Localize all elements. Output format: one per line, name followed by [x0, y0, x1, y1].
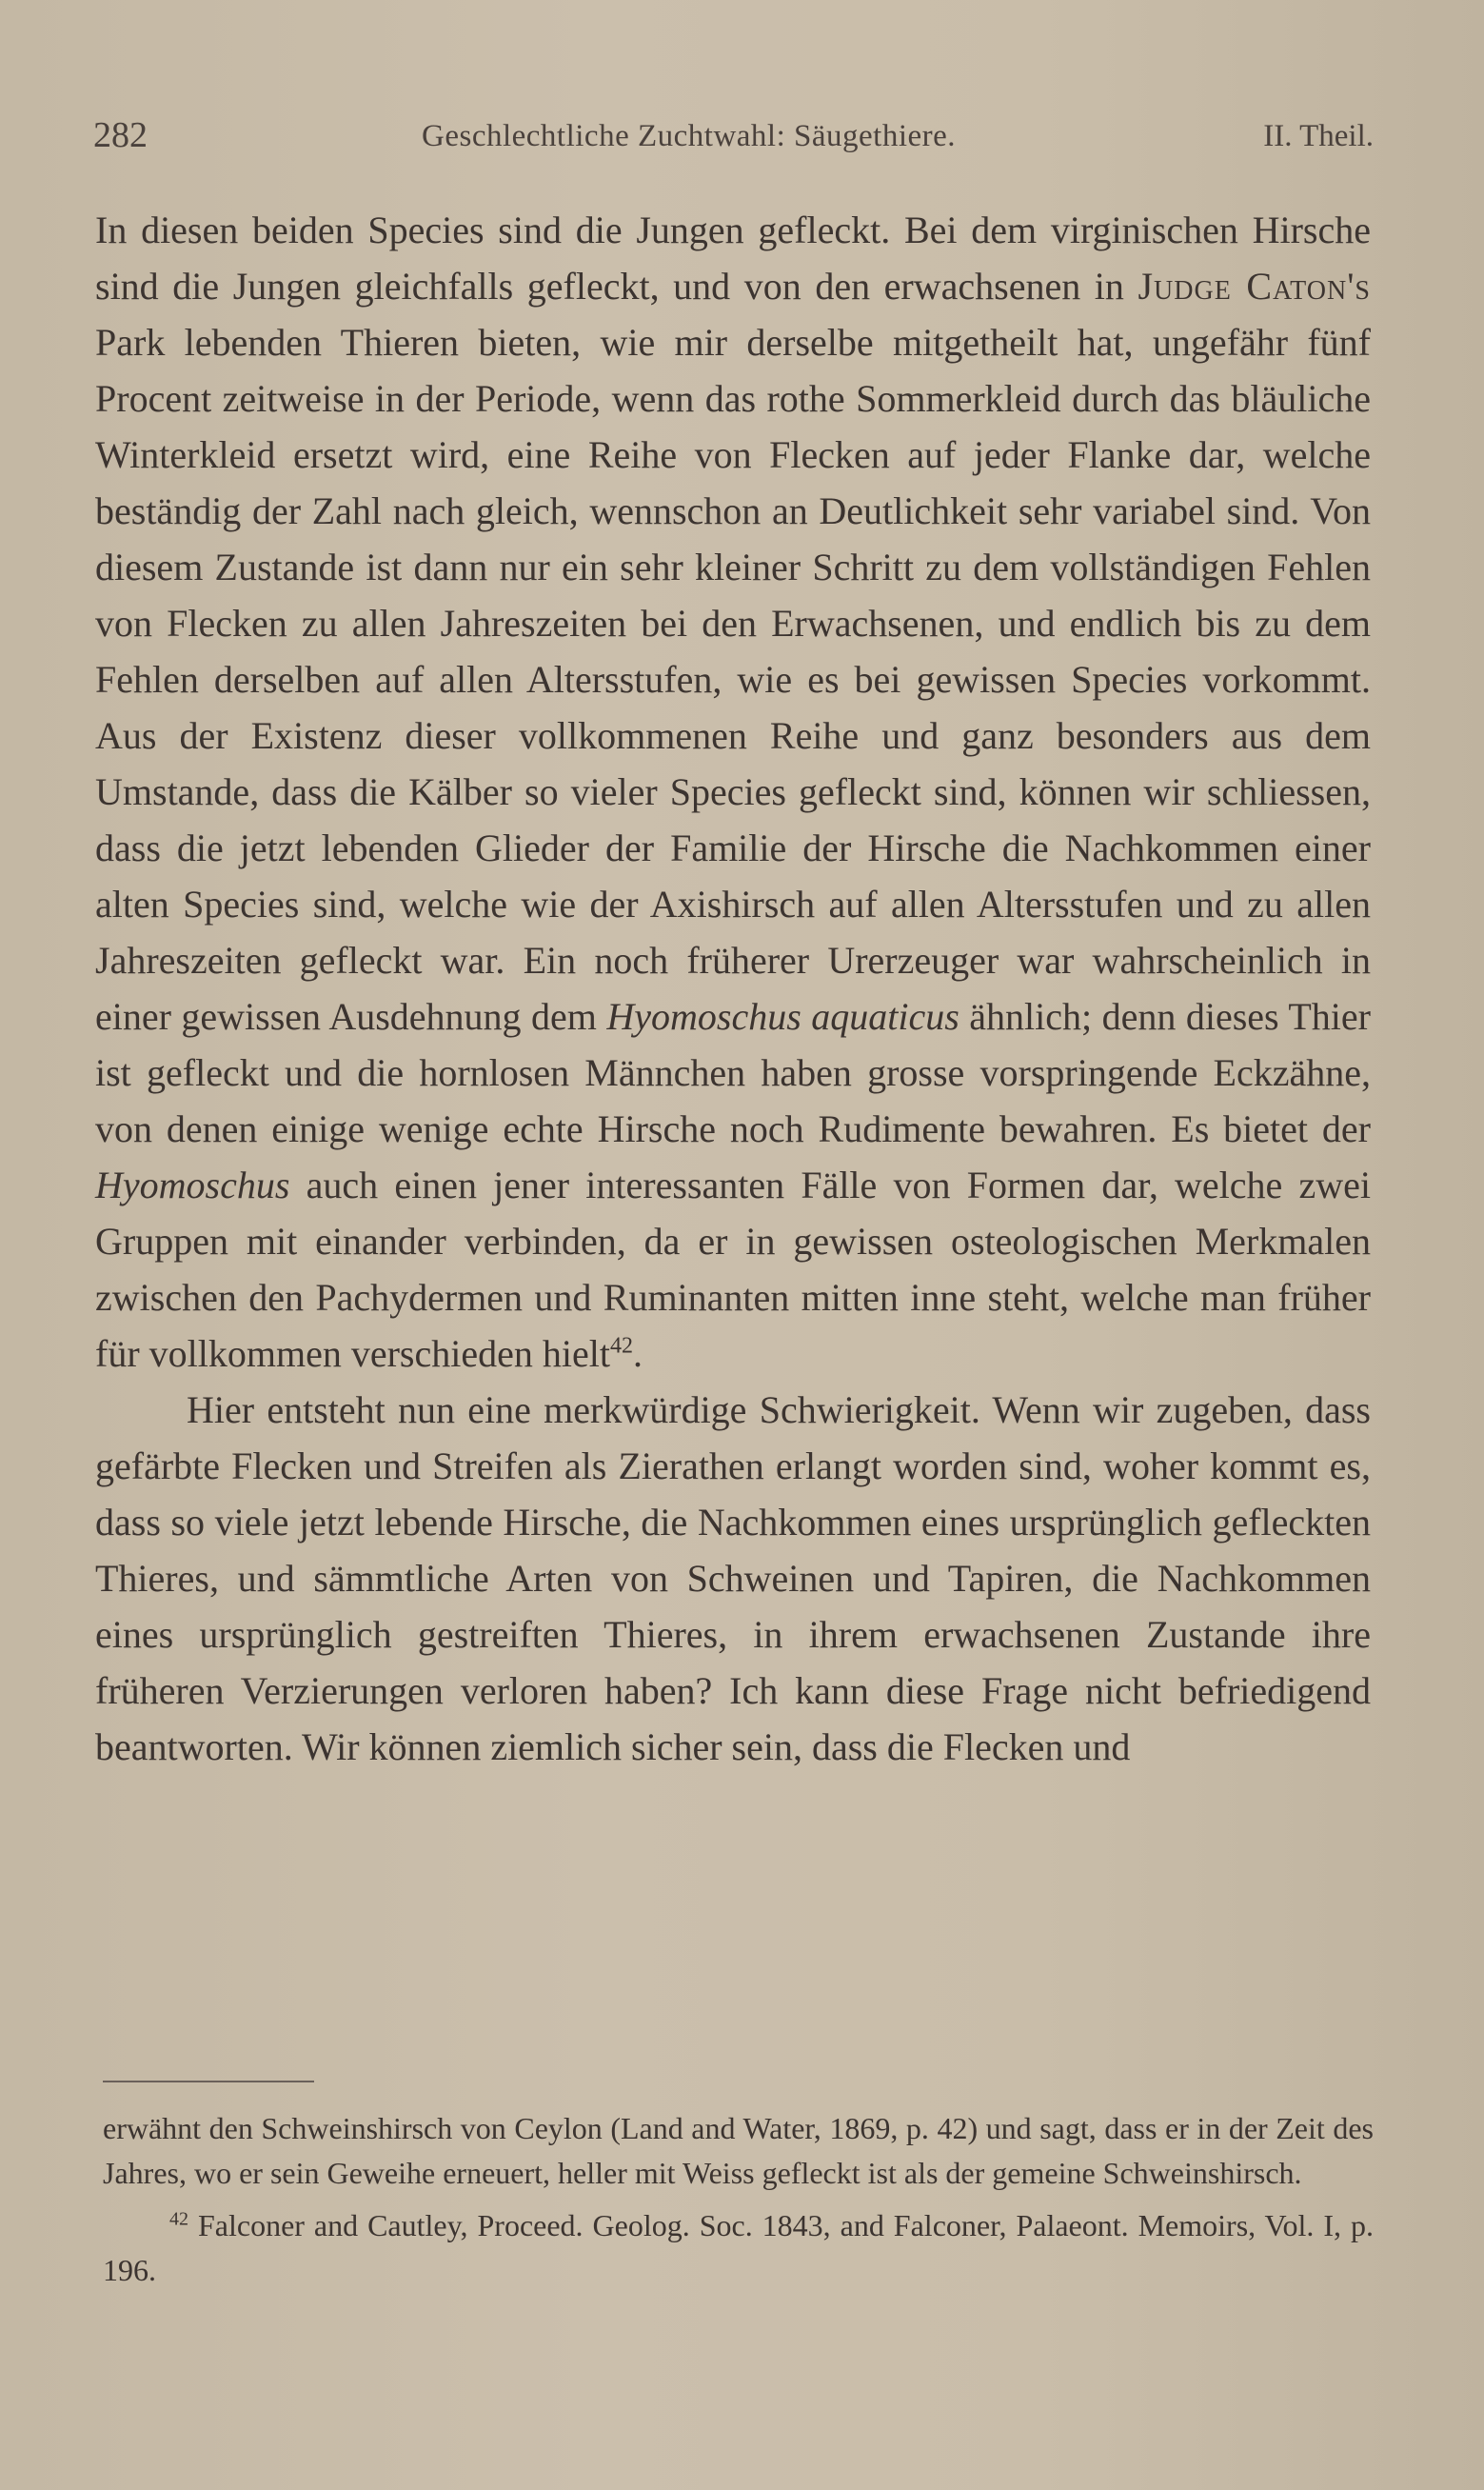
- text-run: auch einen jener interessanten Fälle von Formen dar, welche zwei Gruppen mit einander verbinden, da er in gewissen osteologischen Merkmalen zwischen den Pachydermen und Ruminanten mitten inne steht, welche man früher für vollkommen verschieden hielt: [95, 1164, 1371, 1375]
- page-number: 282: [93, 115, 148, 155]
- footnotes: [103, 2106, 1374, 2293]
- text-run: .: [632, 1332, 643, 1375]
- genus-name: Hyomoschus: [95, 1164, 290, 1206]
- text-run: Park lebenden Thieren bieten, wie mir derselbe mitgetheilt hat, ungefähr fünf Procent zeitweise in der Periode, wenn das rothe Sommerkleid durch das bläuliche Winterkleid ersetzt wird, eine Reihe von Flecken auf jeder Flanke dar, welche beständig der Zahl nach gleich, wennschon an Deutlichkeit sehr variabel sind. Von diesem Zustande ist dann nur ein sehr kleiner Schritt zu dem vollständigen Fehlen von Flecken zu allen Jahreszeiten bei den Erwachsenen, und endlich bis zu dem Fehlen derselben auf allen Altersstufen, wie es bei gewissen Species vorkommt. Aus der Existenz dieser vollkommenen Reihe und ganz besonders aus dem Umstande, dass die Kälber so vieler Species gefleckt sind, können wir schliessen, dass die jetzt lebenden Glieder der Familie der Hirsche die Nachkommen einer alten Species sind, welche wie der Axishirsch auf allen Altersstufen und zu allen Jahreszeiten gefleckt war. Ein noch früherer Urerzeuger war wahrscheinlich in einer gewissen Ausdehnung dem: [95, 321, 1371, 1038]
- text-run: In diesen beiden Species sind die Jungen gefleckt. Bei dem virginischen Hirsche sind die Jungen gleichfalls gefleckt, und von den erwachsenen in: [95, 209, 1371, 308]
- footnote-marker: 42: [169, 2208, 188, 2230]
- page-header: [93, 114, 1374, 168]
- species-name: Hyomoschus aquaticus: [606, 995, 960, 1038]
- footnote-continued: erwähnt den Schweinshirsch von Ceylon (Land and Water, 1869, p. 42) und sagt, dass er in der Zeit des Jahres, wo er sein Geweihe erneuert, heller mit Weiss gefleckt ist als der gemeine Schweinshirsch.: [103, 2111, 1374, 2190]
- part-label: II. Theil.: [1263, 119, 1374, 153]
- paragraph-1: [95, 202, 1371, 1382]
- running-title: Geschlechtliche Zuchtwahl: Säugethiere.: [422, 119, 957, 153]
- footnote-reference[interactable]: 42: [609, 1333, 633, 1359]
- footnote-divider: [103, 2081, 314, 2082]
- footnote-42: [103, 2203, 1374, 2293]
- small-caps-name: Judge Caton's: [1138, 265, 1371, 308]
- text-run: ähnlich; denn dieses Thier ist gefleckt und die hornlosen Männchen haben grosse vorspringende Eckzähne, von denen einige wenige echte Hirsche noch Rudimente bewahren. Es bietet der: [95, 995, 1371, 1150]
- paragraph-2: Hier entsteht nun eine merkwürdige Schwierigkeit. Wenn wir zugeben, dass gefärbte Flecken und Streifen als Zierathen erlangt worden sind, woher kommt es, dass so viele jetzt lebende Hirsche, die Nachkommen eines ursprünglich gefleckten Thieres, und sämmtliche Arten von Schweinen und Tapiren, die Nachkommen eines ursprünglich gestreiften Thieres, in ihrem erwachsenen Zustande ihre früheren Verzierungen verloren haben? Ich kann diese Frage nicht befriedigend beantworten. Wir können ziemlich sicher sein, dass die Flecken und: [95, 1388, 1371, 1768]
- main-text: [95, 202, 1371, 1775]
- footnote-text: Falconer and Cautley, Proceed. Geolog. Soc. 1843, and Falconer, Palaeont. Memoirs, Vol. I, p. 196.: [103, 2208, 1374, 2287]
